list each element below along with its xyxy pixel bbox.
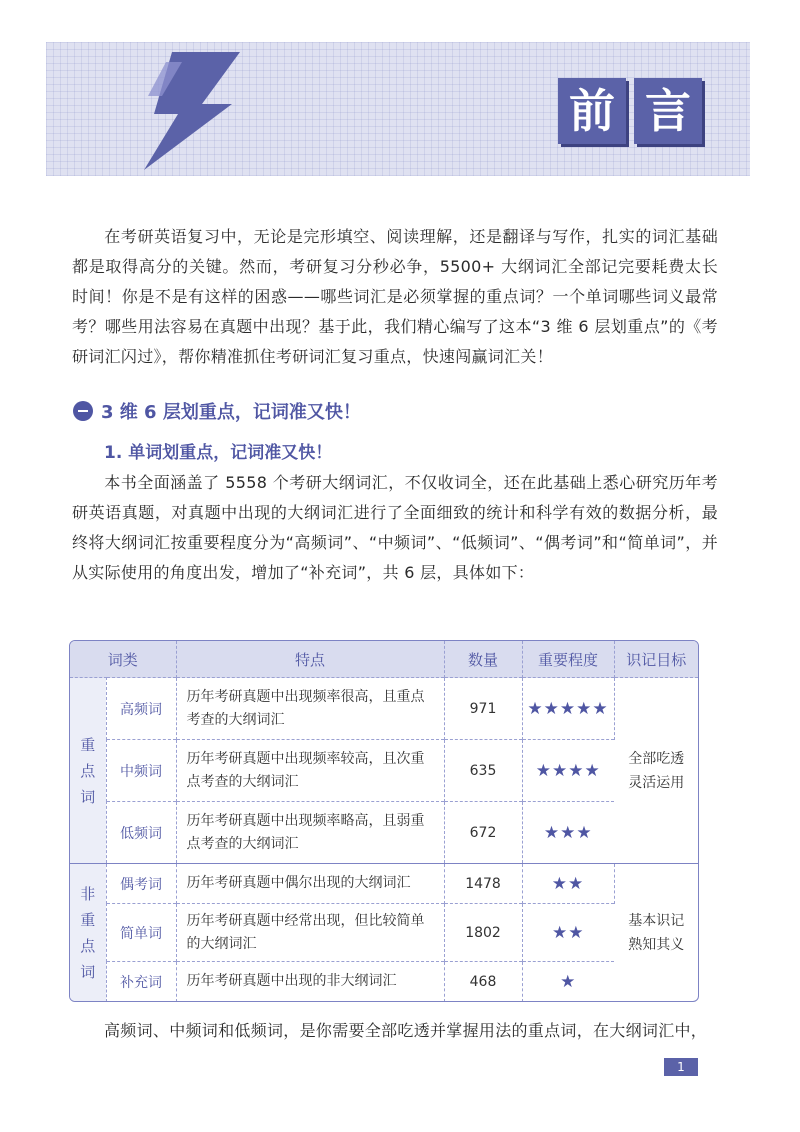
subsection-text: 本书全面涵盖了 5558 个考研大纲词汇，不仅收词全，还在此基础上悉心研究历年考研英语真题，对真题中出现的大纲词汇进行了全面细致的统计和科学有效的数据分析，最终将大纲词汇按重要程度分为“高频词”、“中频词”、“低频词”、“偶考词”和“简单词”，并从实际使用的角度出发，增加了“补充词”，共 6 层，具体如下： bbox=[72, 473, 718, 582]
title-char: 前 bbox=[558, 78, 626, 144]
category-cell: 简单词 bbox=[106, 904, 176, 962]
importance-stars: ★★★ bbox=[522, 802, 614, 864]
importance-stars: ★★★★ bbox=[522, 740, 614, 802]
closing-text: 高频词、中频词和低频词，是你需要全部吃透并掌握用法的重点词，在大纲词汇中， bbox=[104, 1021, 708, 1040]
count-cell: 635 bbox=[444, 740, 522, 802]
importance-stars: ★★ bbox=[522, 904, 614, 962]
feature-cell: 历年考研真题中偶尔出现的大纲词汇 bbox=[176, 864, 444, 904]
lightning-bolt-icon bbox=[136, 48, 246, 172]
category-cell: 中频词 bbox=[106, 740, 176, 802]
table-row bbox=[70, 864, 698, 904]
feature-cell: 历年考研真题中出现频率较高，且次重点考查的大纲词汇 bbox=[176, 740, 444, 802]
table-row bbox=[70, 678, 698, 740]
intro-paragraph bbox=[72, 222, 718, 372]
table-row bbox=[70, 962, 698, 1002]
category-cell: 高频词 bbox=[106, 678, 176, 740]
feature-cell: 历年考研真题中出现频率很高，且重点考查的大纲词汇 bbox=[176, 678, 444, 740]
header-banner bbox=[46, 42, 750, 176]
count-cell: 1478 bbox=[444, 864, 522, 904]
category-cell: 偶考词 bbox=[106, 864, 176, 904]
goal-cell bbox=[614, 864, 698, 1002]
feature-cell: 历年考研真题中经常出现，但比较简单的大纲词汇 bbox=[176, 904, 444, 962]
page-number: 1 bbox=[664, 1058, 698, 1076]
section-heading-text: 3 维 6 层划重点，记词准又快！ bbox=[101, 402, 361, 423]
title-char: 言 bbox=[634, 78, 702, 144]
table-row bbox=[70, 904, 698, 962]
feature-cell: 历年考研真题中出现的非大纲词汇 bbox=[176, 962, 444, 1002]
goal-text: 基本识记 熟知其义 bbox=[628, 912, 685, 953]
count-cell: 672 bbox=[444, 802, 522, 864]
minus-circle-icon bbox=[73, 401, 93, 421]
goal-cell bbox=[614, 678, 698, 864]
column-header: 特点 bbox=[176, 641, 444, 678]
table-row bbox=[70, 802, 698, 864]
subsection-paragraph bbox=[72, 468, 718, 588]
vocabulary-table bbox=[69, 640, 699, 1002]
group-label-text: 重点词 bbox=[80, 735, 96, 806]
group-label bbox=[70, 864, 106, 1002]
table-row bbox=[70, 740, 698, 802]
group-label-text: 非重点词 bbox=[80, 884, 96, 981]
goal-text: 全部吃透 灵活运用 bbox=[628, 750, 685, 791]
page-title bbox=[558, 78, 702, 144]
closing-paragraph bbox=[72, 1016, 718, 1046]
table-header-row bbox=[70, 641, 698, 678]
section-heading bbox=[73, 398, 361, 424]
category-cell: 低频词 bbox=[106, 802, 176, 864]
column-header: 识记目标 bbox=[614, 641, 698, 678]
subsection-heading: 1. 单词划重点，记词准又快！ bbox=[104, 443, 333, 463]
count-cell: 971 bbox=[444, 678, 522, 740]
intro-text: 在考研英语复习中，无论是完形填空、阅读理解，还是翻译与写作，扎实的词汇基础都是取得高分的关键。然而，考研复习分秒必争，5500+ 大纲词汇全部记完要耗费太长时间！你是不是有这样的困惑——哪些词汇是必须掌握的重点词？一个单词哪些词义最常考？哪些用法容易在真题中出现？基于此，我们精心编写了这本“3 维 6 层划重点”的《考研词汇闪过》，帮你精准抓住考研词汇复习重点，快速闯赢词汇关！ bbox=[72, 227, 718, 366]
count-cell: 468 bbox=[444, 962, 522, 1002]
column-header: 词类 bbox=[70, 641, 176, 678]
importance-stars: ★★ bbox=[522, 864, 614, 904]
importance-stars: ★ bbox=[522, 962, 614, 1002]
category-cell: 补充词 bbox=[106, 962, 176, 1002]
column-header: 重要程度 bbox=[522, 641, 614, 678]
group-label bbox=[70, 678, 106, 864]
importance-stars: ★★★★★ bbox=[522, 678, 614, 740]
column-header: 数量 bbox=[444, 641, 522, 678]
count-cell: 1802 bbox=[444, 904, 522, 962]
feature-cell: 历年考研真题中出现频率略高，且弱重点考查的大纲词汇 bbox=[176, 802, 444, 864]
